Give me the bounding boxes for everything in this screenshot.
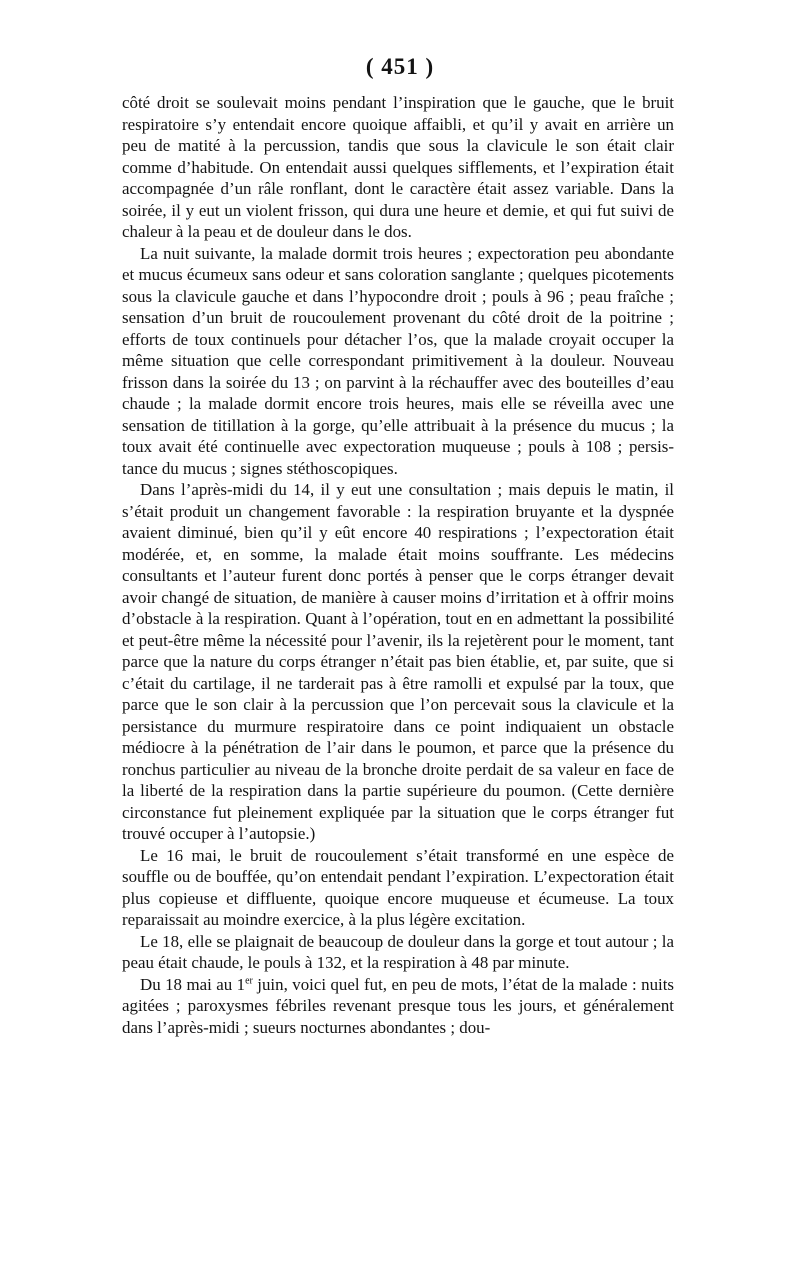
paragraph-6 bbox=[122, 974, 674, 1039]
paragraph-6-start: Du 18 mai au 1 bbox=[140, 974, 246, 994]
paragraph-1: côté droit se soulevait moins pendant l’inspiration que le gauche, que le bruit respiratoire s’y entendait encore quoique affaibli, et qu’il y avait en arrière un peu de matité à la percussion, tandis que sous la clavicule le son était clair comme d’habitude. On entendait aussi quelques sifflements, et l’expiration était accompagnée d’un râle ronflant, dont le caractère était assez variable. Dans la soirée, il y eut un violent frisson, qui dura une heure et demie, et qui fut suivi de chaleur à la peau et de douleur dans le dos. bbox=[122, 93, 674, 241]
paragraph-5: Le 18, elle se plaignait de beaucoup de douleur dans la gorge et tout autour ; la peau était chaude, le pouls à 132, et la respiration à 48 par minute. bbox=[122, 931, 674, 972]
paragraph-4: Le 16 mai, le bruit de roucoulement s’était transformé en une espèce de souffle ou de bouffée, qu’on entendait pendant l’expiration. L’expectoration était plus copieuse et diffluente, quoique encore muqueuse et écumeuse. La toux reparaissait au moindre exercice, à la plus légère excitation. bbox=[122, 845, 674, 929]
paragraph-6-rest: juin, voici quel fut, en peu de mots, l’état de la malade : nuits agitées ; paroxysmes fébriles revenant presque tous les jours, et généralement dans l’après-midi ; sueurs nocturnes abondantes ; dou- bbox=[122, 974, 675, 1037]
paragraph-3: Dans l’après-midi du 14, il y eut une consultation ; mais depuis le matin, il s’était produit un changement favorable : la respiration bruyante et la dyspnée avaient diminué, bien qu’il y eût encore 40 respirations ; l’expectoration était modérée, et, en somme, la malade était moins souffrante. Les médecins consultants et l’auteur furent donc portés à penser que le corps étranger devait avoir changé de situation, de manière à causer moins d’irritation et à offrir moins d’obstacle à la respiration. Quant à l’opération, tout en en admettant la possibilité et peut-être même la nécessité pour l’avenir, ils la rejetèrent pour le moment, tant parce que la nature du corps étranger n’était pas bien établie, et, par suite, que si c’était du cartilage, il ne tarderait pas à être ramolli et expulsé par la toux, que parce que le son clair à la percussion que l’on percevait sous la clavicule et la persistance du murmure respiratoire dans ce point indiquaient un obstacle médiocre à la pénétration de l’air dans le poumon, et parce que la présence du ronchus particulier au niveau de la bronche droite perdait de sa valeur en face de la liberté de la respiration dans la partie supérieure du poumon. (Cette dernière circonstance fut pleinement expliquée par la situation que le corps étranger fut trouvé occuper à l’autopsie.) bbox=[122, 480, 674, 843]
paragraph-2: La nuit suivante, la malade dormit trois heures ; expectoration peu abondante et mucus écumeux sans odeur et sans coloration sanglante ; quelques picotements sous la clavicule gauche et dans l’hypocondre droit ; pouls à 96 ; peau fraîche ; sensation d’un bruit de roucoulement provenant du côté droit de la poitrine ; efforts de toux continuels pour détacher l’os, que la malade croyait occuper la même situation que celle correspondant primitivement à la douleur. Nouveau frisson dans la soirée du 13 ; on parvint à la réchauffer avec des bouteilles d’eau chaude ; la malade dormit encore trois heures, mais elle se réveilla avec une sensation de titillation à la gorge, qu’elle attribuait à la présence du mucus ; la toux avait été continuelle avec expectoration muqueuse ; pouls à 108 ; persistance du mucus ; signes stéthoscopiques. bbox=[122, 243, 674, 478]
page-number: ( 451 ) bbox=[365, 54, 435, 79]
text-body bbox=[122, 92, 674, 1038]
ordinal-superscript: er bbox=[245, 974, 253, 986]
